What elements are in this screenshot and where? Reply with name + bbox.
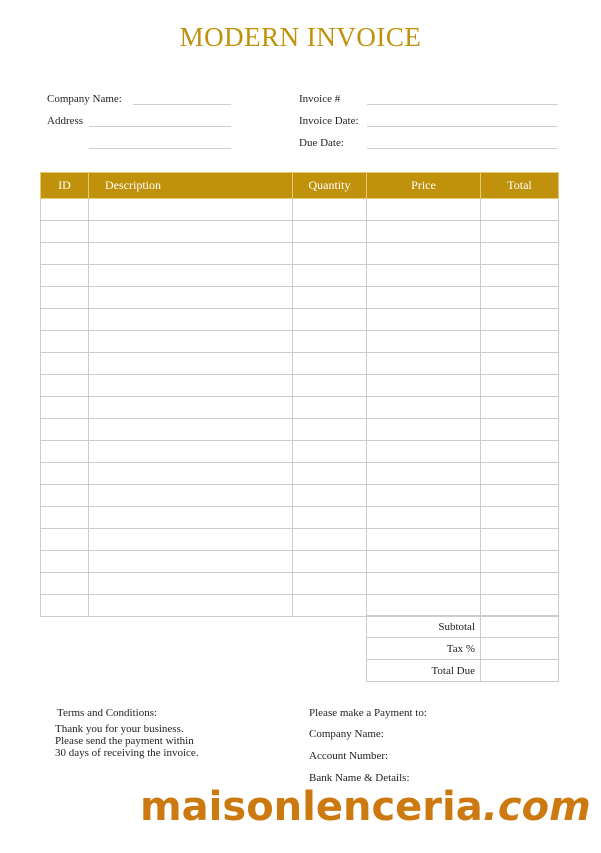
cell-quantity[interactable]: [293, 309, 367, 331]
address-label: Address: [47, 115, 84, 127]
cell-description[interactable]: [89, 375, 293, 397]
cell-total[interactable]: [481, 529, 559, 551]
cell-description[interactable]: [89, 573, 293, 595]
table-row: [41, 595, 559, 617]
invoice-number-field[interactable]: [367, 104, 558, 105]
due-date-field[interactable]: [367, 148, 558, 149]
table-row: [41, 419, 559, 441]
table-row: [41, 287, 559, 309]
cell-total[interactable]: [481, 309, 559, 331]
invoice-date-field[interactable]: [367, 126, 558, 127]
cell-quantity[interactable]: [293, 243, 367, 265]
cell-total[interactable]: [481, 441, 559, 463]
table-row: [41, 507, 559, 529]
terms-heading: Terms and Conditions:: [57, 707, 158, 719]
cell-description[interactable]: [89, 331, 293, 353]
cell-price[interactable]: [367, 595, 481, 617]
subtotal-row: [367, 616, 559, 638]
items-table: [40, 172, 559, 617]
column-header-quantity: Quantity: [293, 173, 367, 199]
cell-description[interactable]: [89, 485, 293, 507]
cell-id[interactable]: [41, 595, 89, 617]
cell-price[interactable]: [367, 573, 481, 595]
cell-quantity[interactable]: [293, 551, 367, 573]
watermark-main: maisonlenceria: [140, 784, 483, 830]
tax-value-cell[interactable]: [481, 638, 559, 660]
cell-id[interactable]: [41, 221, 89, 243]
cell-id[interactable]: [41, 573, 89, 595]
company-name-field[interactable]: [133, 104, 231, 105]
cell-total[interactable]: [481, 265, 559, 287]
cell-id[interactable]: [41, 441, 89, 463]
column-header-total: Total: [481, 173, 559, 199]
cell-total[interactable]: [481, 221, 559, 243]
total-due-row: [367, 660, 559, 682]
cell-price[interactable]: [367, 441, 481, 463]
cell-price[interactable]: [367, 529, 481, 551]
payment-heading: Please make a Payment to:: [309, 707, 427, 719]
cell-total[interactable]: [481, 419, 559, 441]
cell-quantity[interactable]: [293, 507, 367, 529]
cell-quantity[interactable]: [293, 441, 367, 463]
cell-price[interactable]: [367, 199, 481, 221]
cell-description[interactable]: [89, 463, 293, 485]
cell-description[interactable]: [89, 551, 293, 573]
cell-id[interactable]: [41, 551, 89, 573]
cell-total[interactable]: [481, 507, 559, 529]
cell-description[interactable]: [89, 441, 293, 463]
cell-total[interactable]: [481, 397, 559, 419]
payment-account-label: Account Number:: [309, 750, 389, 762]
table-row: [41, 397, 559, 419]
cell-description[interactable]: [89, 243, 293, 265]
cell-id[interactable]: [41, 309, 89, 331]
invoice-title: MODERN INVOICE: [179, 22, 422, 52]
table-row: [41, 573, 559, 595]
cell-id[interactable]: [41, 419, 89, 441]
cell-description[interactable]: [89, 287, 293, 309]
cell-total[interactable]: [481, 375, 559, 397]
cell-total[interactable]: [481, 485, 559, 507]
cell-quantity[interactable]: [293, 331, 367, 353]
table-row: [41, 485, 559, 507]
watermark-logo: [140, 784, 591, 830]
watermark-suffix: .com: [482, 784, 591, 830]
table-row: [41, 529, 559, 551]
cell-quantity[interactable]: [293, 463, 367, 485]
cell-quantity[interactable]: [293, 397, 367, 419]
table-header-row: [41, 173, 559, 199]
tax-label: Tax %: [367, 638, 481, 660]
table-row: [41, 551, 559, 573]
cell-quantity[interactable]: [293, 419, 367, 441]
cell-quantity[interactable]: [293, 265, 367, 287]
cell-id[interactable]: [41, 507, 89, 529]
total-due-label: Total Due: [367, 660, 481, 682]
cell-id[interactable]: [41, 199, 89, 221]
cell-price[interactable]: [367, 419, 481, 441]
cell-quantity[interactable]: [293, 595, 367, 617]
cell-description[interactable]: [89, 397, 293, 419]
payment-bank-label: Bank Name & Details:: [309, 772, 410, 784]
table-row: [41, 353, 559, 375]
cell-quantity[interactable]: [293, 529, 367, 551]
cell-price[interactable]: [367, 353, 481, 375]
table-row: [41, 309, 559, 331]
invoice-date-label: Invoice Date:: [299, 115, 359, 127]
cell-price[interactable]: [367, 287, 481, 309]
cell-description[interactable]: [89, 199, 293, 221]
due-date-label: Due Date:: [299, 137, 344, 149]
cell-total[interactable]: [481, 463, 559, 485]
cell-price[interactable]: [367, 375, 481, 397]
table-row: [41, 375, 559, 397]
cell-id[interactable]: [41, 375, 89, 397]
payment-company-label: Company Name:: [309, 728, 384, 740]
table-row: [41, 441, 559, 463]
cell-total[interactable]: [481, 595, 559, 617]
cell-description[interactable]: [89, 529, 293, 551]
table-row: [41, 265, 559, 287]
cell-price[interactable]: [367, 463, 481, 485]
cell-description[interactable]: [89, 353, 293, 375]
table-row: [41, 331, 559, 353]
cell-price[interactable]: [367, 221, 481, 243]
cell-quantity[interactable]: [293, 573, 367, 595]
cell-price[interactable]: [367, 485, 481, 507]
column-header-description: Description: [89, 173, 293, 199]
cell-id[interactable]: [41, 397, 89, 419]
cell-quantity[interactable]: [293, 485, 367, 507]
cell-total[interactable]: [481, 331, 559, 353]
total-due-value-cell[interactable]: [481, 660, 559, 682]
subtotal-value-cell[interactable]: [481, 616, 559, 638]
cell-total[interactable]: [481, 551, 559, 573]
tax-row: [367, 638, 559, 660]
column-header-price: Price: [367, 173, 481, 199]
totals-table: [366, 615, 559, 682]
cell-quantity[interactable]: [293, 353, 367, 375]
cell-id[interactable]: [41, 243, 89, 265]
cell-id[interactable]: [41, 463, 89, 485]
terms-line-1: Thank you for your business.: [55, 723, 184, 735]
cell-total[interactable]: [481, 353, 559, 375]
cell-description[interactable]: [89, 595, 293, 617]
cell-total[interactable]: [481, 199, 559, 221]
cell-price[interactable]: [367, 397, 481, 419]
cell-total[interactable]: [481, 287, 559, 309]
address-field-line2[interactable]: [89, 148, 231, 149]
cell-description[interactable]: [89, 507, 293, 529]
cell-id[interactable]: [41, 353, 89, 375]
subtotal-label: Subtotal: [367, 616, 481, 638]
cell-description[interactable]: [89, 309, 293, 331]
cell-total[interactable]: [481, 243, 559, 265]
terms-line-3: 30 days of receiving the invoice.: [55, 747, 199, 759]
cell-id[interactable]: [41, 287, 89, 309]
table-row: [41, 199, 559, 221]
cell-id[interactable]: [41, 331, 89, 353]
cell-id[interactable]: [41, 265, 89, 287]
column-header-id: ID: [41, 173, 89, 199]
cell-description[interactable]: [89, 419, 293, 441]
cell-total[interactable]: [481, 573, 559, 595]
address-field-line1[interactable]: [89, 126, 231, 127]
table-row: [41, 243, 559, 265]
cell-price[interactable]: [367, 265, 481, 287]
company-name-label: Company Name:: [47, 93, 122, 105]
table-body: [41, 199, 559, 617]
cell-quantity[interactable]: [293, 287, 367, 309]
cell-quantity[interactable]: [293, 221, 367, 243]
cell-price[interactable]: [367, 331, 481, 353]
cell-price[interactable]: [367, 309, 481, 331]
cell-price[interactable]: [367, 243, 481, 265]
cell-description[interactable]: [89, 221, 293, 243]
table-row: [41, 221, 559, 243]
cell-price[interactable]: [367, 507, 481, 529]
cell-id[interactable]: [41, 529, 89, 551]
cell-price[interactable]: [367, 551, 481, 573]
table-row: [41, 463, 559, 485]
cell-quantity[interactable]: [293, 199, 367, 221]
invoice-number-label: Invoice #: [299, 93, 341, 105]
cell-quantity[interactable]: [293, 375, 367, 397]
terms-line-2: Please send the payment within: [55, 735, 194, 747]
cell-description[interactable]: [89, 265, 293, 287]
cell-id[interactable]: [41, 485, 89, 507]
